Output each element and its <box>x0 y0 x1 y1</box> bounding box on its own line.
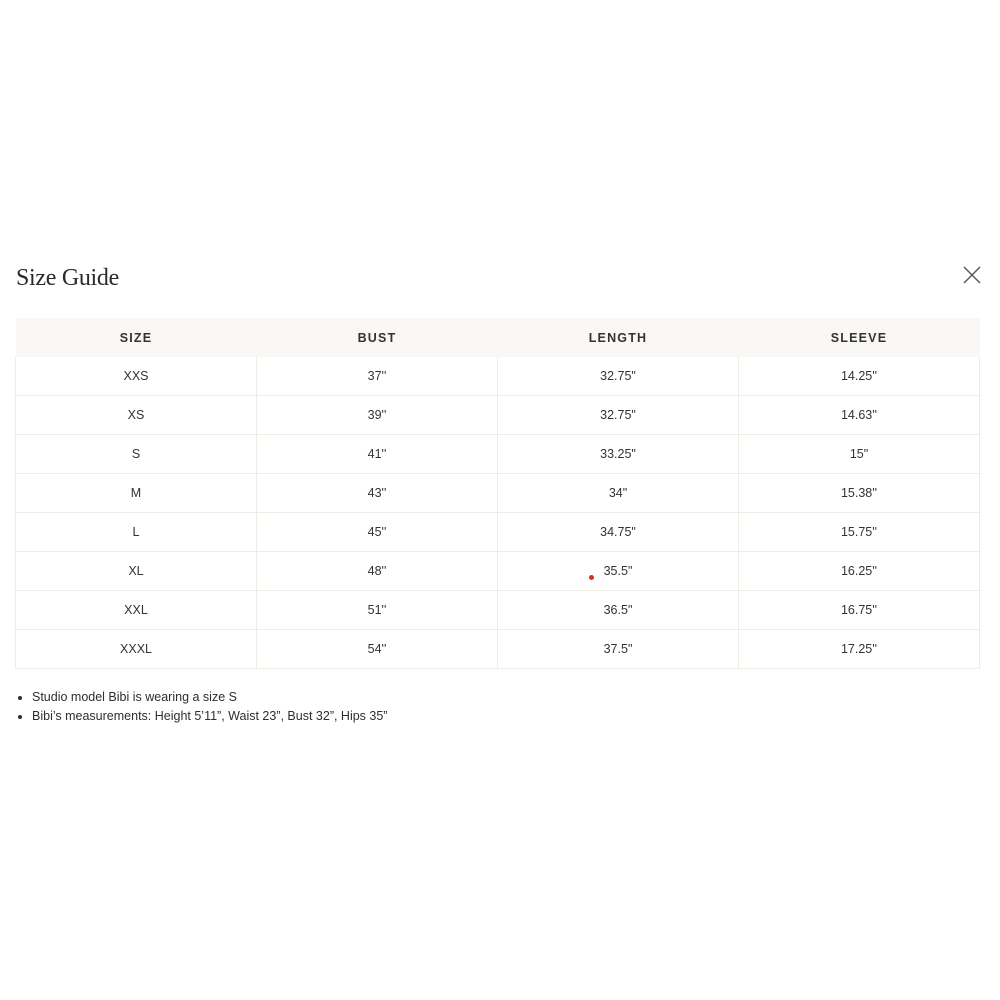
cell-size: XS <box>16 396 257 435</box>
cell-length: 32.75" <box>498 357 739 396</box>
cell-length: 37.5" <box>498 630 739 669</box>
note-model-measurements: Bibi’s measurements: Height 5’11”, Waist 23”, Bust 32”, Hips 35” <box>32 707 387 726</box>
header-sleeve: SLEEVE <box>739 318 980 357</box>
cell-bust: 54'' <box>257 630 498 669</box>
cell-size: XXL <box>16 591 257 630</box>
cell-size: M <box>16 474 257 513</box>
modal-title: Size Guide <box>16 265 119 291</box>
cell-length: 34.75" <box>498 513 739 552</box>
table-body <box>16 357 980 669</box>
close-button[interactable] <box>960 263 984 287</box>
cell-sleeve: 14.25'' <box>739 357 980 396</box>
cell-bust: 41'' <box>257 435 498 474</box>
table-row <box>16 396 980 435</box>
cell-bust: 45'' <box>257 513 498 552</box>
cell-sleeve: 14.63'' <box>739 396 980 435</box>
cell-length: 34" <box>498 474 739 513</box>
cell-length: 33.25" <box>498 435 739 474</box>
header-row <box>16 318 980 357</box>
cell-sleeve: 15.75'' <box>739 513 980 552</box>
cursor-indicator <box>589 575 594 580</box>
table-row <box>16 630 980 669</box>
cell-length: 36.5" <box>498 591 739 630</box>
cell-sleeve: 16.25'' <box>739 552 980 591</box>
table-row <box>16 357 980 396</box>
model-notes-list <box>15 688 387 726</box>
table-row <box>16 474 980 513</box>
cell-size: L <box>16 513 257 552</box>
table-row <box>16 435 980 474</box>
header-bust: BUST <box>257 318 498 357</box>
header-length: LENGTH <box>498 318 739 357</box>
header-size: SIZE <box>16 318 257 357</box>
cell-size: S <box>16 435 257 474</box>
cell-size: XL <box>16 552 257 591</box>
close-icon <box>960 263 984 287</box>
size-table-container <box>15 318 980 669</box>
table-row <box>16 552 980 591</box>
cell-sleeve: 15.38'' <box>739 474 980 513</box>
cell-sleeve: 16.75'' <box>739 591 980 630</box>
cell-bust: 43'' <box>257 474 498 513</box>
cell-bust: 37'' <box>257 357 498 396</box>
cell-bust: 48'' <box>257 552 498 591</box>
table-row <box>16 513 980 552</box>
cell-sleeve: 17.25'' <box>739 630 980 669</box>
cell-bust: 51'' <box>257 591 498 630</box>
table-header <box>16 318 980 357</box>
cell-length: 32.75" <box>498 396 739 435</box>
cell-size: XXXL <box>16 630 257 669</box>
note-model-size: Studio model Bibi is wearing a size S <box>32 688 387 707</box>
cell-length: 35.5" <box>498 552 739 591</box>
cell-sleeve: 15" <box>739 435 980 474</box>
table-row <box>16 591 980 630</box>
size-table <box>15 318 980 669</box>
cell-bust: 39'' <box>257 396 498 435</box>
cell-size: XXS <box>16 357 257 396</box>
